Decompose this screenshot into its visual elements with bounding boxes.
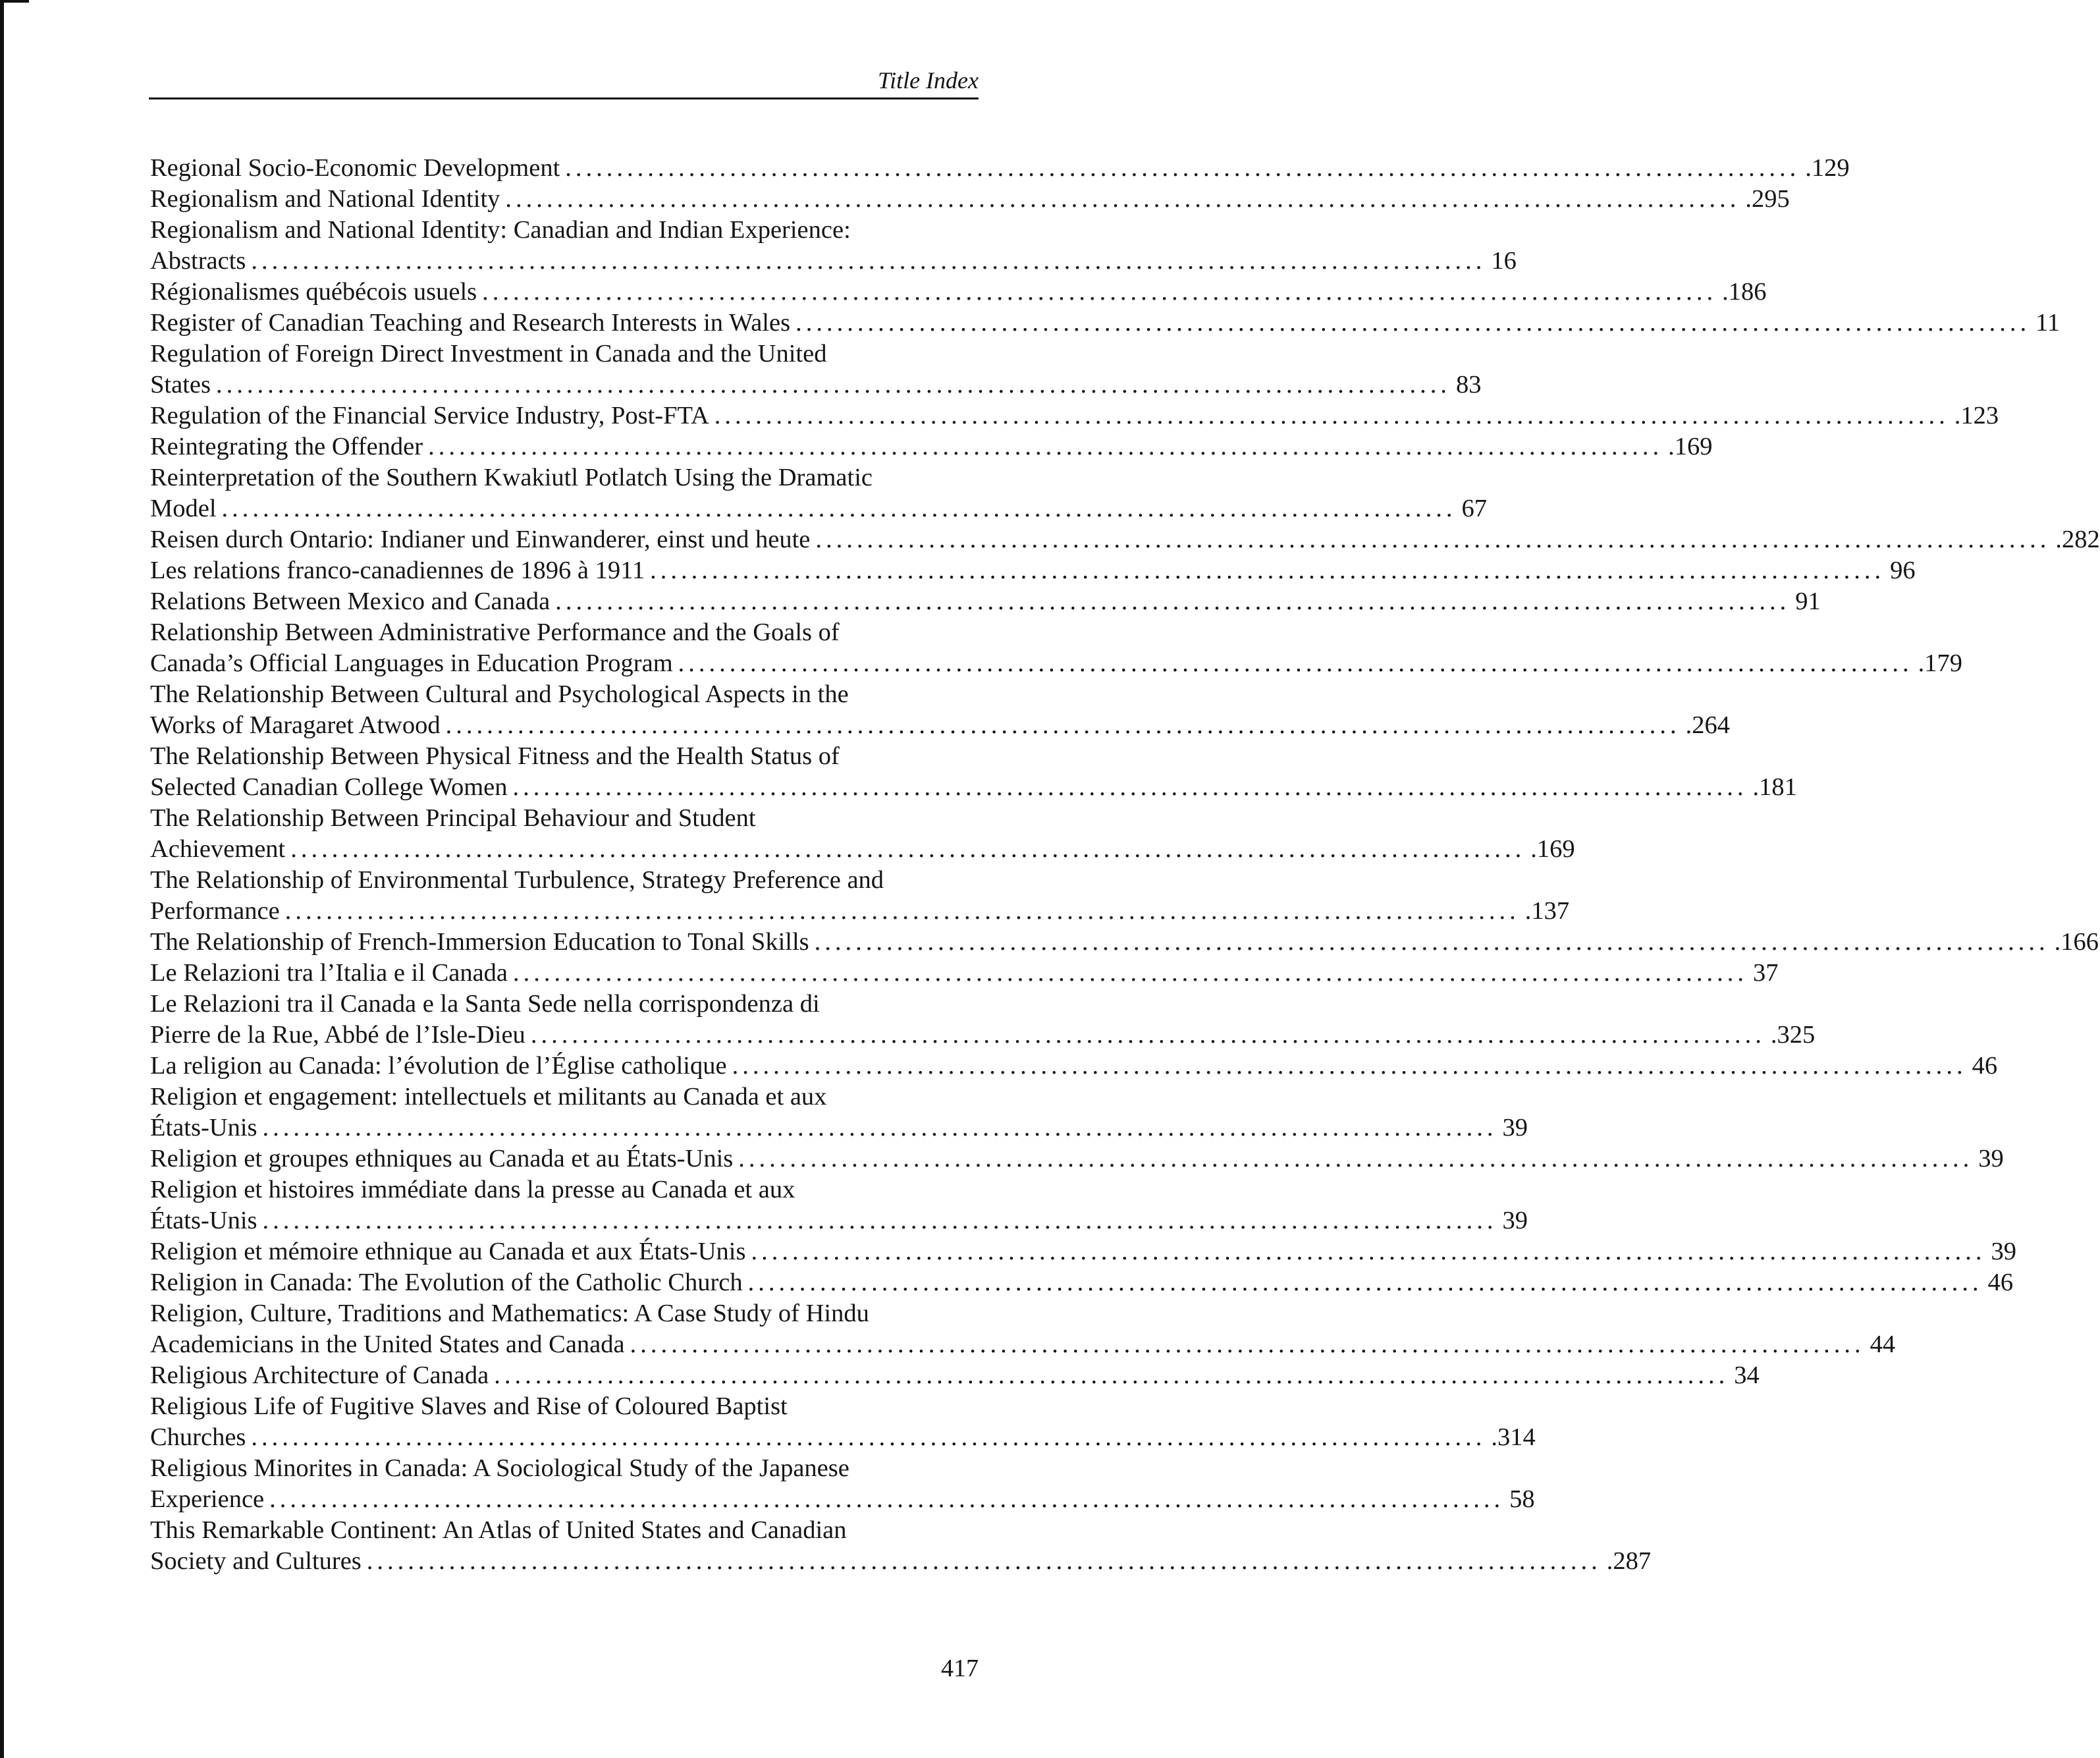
entry-title-text: Religion et engagement: intellectuels et militants au Canada et aux (150, 1083, 827, 1111)
entry-title-text: Regional Socio-Economic Development (150, 154, 560, 182)
index-entry-line (150, 1143, 2004, 1174)
entry-title-text: Works of Maragaret Atwood (150, 711, 441, 739)
entry-title-text: Regionalism and National Identity: Canadian and Indian Experience: (150, 216, 851, 244)
index-entry (150, 1082, 1528, 1143)
index-entry-line (150, 586, 1821, 617)
entry-page-number: 11 (2035, 309, 2060, 337)
index-entry-line (150, 1298, 979, 1329)
entry-title-text: The Relationship of French-Immersion Education to Tonal Skills (150, 928, 809, 956)
entry-title-text: Achievement (150, 835, 286, 863)
entry-title-text: La religion au Canada: l’évolution de l’Église catholique (150, 1052, 727, 1080)
entry-page-number: .287 (1606, 1547, 1652, 1575)
running-head: Title Index (878, 67, 979, 94)
dot-leader: ........................................................................................................................ (269, 1485, 1505, 1513)
index-entry-line (150, 648, 1963, 679)
entry-title-text: Religion et histoires immédiate dans la presse au Canada et aux (150, 1176, 795, 1203)
dot-leader: ........................................................................................................................ (530, 1021, 1765, 1049)
index-entry (150, 586, 1821, 617)
index-entry (150, 679, 1730, 741)
index-entry (150, 1236, 2016, 1267)
index-entry-line (150, 1484, 1535, 1515)
dot-leader: ........................................................................................................................ (494, 1361, 1729, 1389)
index-entry-line (150, 1205, 1528, 1236)
index-entry-line (150, 803, 979, 834)
index-entry-line (150, 462, 979, 493)
index-entry-line (150, 1051, 1998, 1082)
entry-page-number: 34 (1734, 1361, 1760, 1389)
index-entry-line (150, 1174, 979, 1205)
entry-title-text: Society and Cultures (150, 1547, 362, 1575)
dot-leader: ........................................................................................................................ (251, 247, 1486, 275)
dot-leader: ........................................................................................................................ (795, 309, 2031, 337)
index-entry (150, 400, 1999, 431)
index-entry-line (150, 308, 2060, 339)
page-number: 417 (941, 1655, 979, 1682)
entry-page-number: .325 (1770, 1021, 1816, 1049)
entry-title-text: Register of Canadian Teaching and Research Interests in Wales (150, 309, 791, 337)
index-entry-line (150, 1020, 1816, 1051)
entry-title-text: This Remarkable Continent: An Atlas of United States and Canadian (150, 1516, 847, 1544)
dot-leader: ........................................................................................................................ (747, 1269, 1983, 1296)
index-entry-line (150, 710, 1730, 741)
entry-page-number: 91 (1795, 588, 1821, 615)
entry-title-text: The Relationship of Environmental Turbulence, Strategy Preference and (150, 866, 884, 894)
header-rule (149, 97, 979, 99)
entry-page-number: 67 (1461, 495, 1488, 522)
index-entry-line (150, 1267, 2014, 1298)
entry-page-number: .166 (2054, 928, 2099, 956)
dot-leader: ........................................................................................................................ (814, 928, 2049, 956)
index-entry (150, 1174, 1528, 1236)
entry-title-text: Abstracts (150, 247, 246, 275)
index-entry (150, 524, 2100, 555)
entry-title-text: States (150, 371, 211, 398)
dot-leader: ........................................................................................................................ (366, 1547, 1602, 1575)
index-entry (150, 1143, 2004, 1174)
dot-leader: ........................................................................................................................ (482, 278, 1717, 306)
index-entry-line (150, 400, 1999, 431)
index-entry-line (150, 1112, 1528, 1143)
index-entry-line (150, 215, 979, 246)
entry-title-text: Le Relazioni tra l’Italia e il Canada (150, 959, 508, 987)
index-entry-line (150, 370, 1482, 400)
entry-title-text: Regulation of Foreign Direct Investment in Canada and the United (150, 340, 827, 368)
index-entry-line (150, 865, 979, 896)
index-entry-line (150, 1236, 2016, 1267)
entry-title-text: Relations Between Mexico and Canada (150, 588, 551, 615)
entry-page-number: .169 (1530, 835, 1575, 863)
index-entry-line (150, 1453, 979, 1484)
entry-title-text: Churches (150, 1423, 246, 1451)
dot-leader: ........................................................................................................................ (251, 1423, 1486, 1451)
index-entry-line (150, 277, 1767, 308)
entry-title-text: Reinterpretation of the Southern Kwakiutl Potlatch Using the Dramatic (150, 464, 873, 491)
index-entry (150, 989, 1816, 1051)
entry-page-number: .169 (1668, 433, 1713, 460)
index-entry (150, 1360, 1760, 1391)
index-entry (150, 462, 1488, 524)
entry-title-text: The Relationship Between Cultural and Psychological Aspects in the (150, 680, 849, 708)
index-entry-line (150, 989, 979, 1020)
entry-title-text: États-Unis (150, 1207, 257, 1234)
index-entry (150, 617, 1963, 679)
entry-title-text: Experience (150, 1485, 265, 1513)
index-entry-line (150, 834, 1575, 865)
entry-title-text: Reintegrating the Offender (150, 433, 423, 460)
entry-page-number: 83 (1455, 371, 1482, 398)
entry-page-number: .264 (1685, 711, 1730, 739)
dot-leader: ........................................................................................................................ (565, 154, 1800, 182)
index-entry-line (150, 1422, 1536, 1453)
entry-title-text: Reisen durch Ontario: Indianer und Einwanderer, einst und heute (150, 526, 811, 553)
index-entry-line (150, 1546, 1652, 1577)
entry-page-number: 46 (1987, 1269, 2014, 1296)
index-entry-line (150, 617, 979, 648)
entry-page-number: 96 (1890, 557, 1916, 584)
index-entry-line (150, 184, 1790, 215)
entry-title-text: Les relations franco-canadiennes de 1896 à 1911 (150, 557, 645, 584)
entry-title-text: Pierre de la Rue, Abbé de l’Isle-Dieu (150, 1021, 525, 1049)
index-entry (150, 215, 1517, 277)
index-entry (150, 1267, 2014, 1298)
index-entry-line (150, 772, 1797, 803)
binding-edge-tick (0, 0, 29, 3)
dot-leader: ........................................................................................................................ (738, 1145, 1974, 1172)
entry-title-text: Model (150, 495, 217, 522)
entry-title-text: Régionalismes québécois usuels (150, 278, 477, 306)
entry-page-number: .129 (1805, 154, 1850, 182)
index-entry-line (150, 958, 1779, 989)
index-entry (150, 153, 1850, 184)
entry-page-number: .295 (1745, 185, 1790, 213)
dot-leader: ........................................................................................................................ (751, 1238, 1986, 1265)
entry-title-text: États-Unis (150, 1114, 257, 1141)
index-entry (150, 741, 1797, 803)
entry-page-number: .186 (1722, 278, 1767, 306)
entry-title-text: Academicians in the United States and Canada (150, 1331, 625, 1358)
dot-leader: ........................................................................................................................ (505, 185, 1740, 213)
entry-page-number: 39 (1502, 1207, 1528, 1234)
entry-title-text: Religion et groupes ethniques au Canada et au États-Unis (150, 1145, 734, 1172)
dot-leader: ........................................................................................................................ (445, 711, 1681, 739)
dot-leader: ........................................................................................................................ (555, 588, 1790, 615)
index-entry-line (150, 1515, 979, 1546)
dot-leader: ........................................................................................................................ (290, 835, 1526, 863)
entry-page-number: 39 (1978, 1145, 2004, 1172)
entry-title-text: The Relationship Between Physical Fitness and the Health Status of (150, 742, 840, 770)
dot-leader: ........................................................................................................................ (732, 1052, 1967, 1080)
dot-leader: ........................................................................................................................ (630, 1331, 1865, 1358)
dot-leader: ........................................................................................................................ (284, 897, 1520, 925)
index-entry (150, 339, 1482, 400)
entry-page-number: 58 (1509, 1485, 1535, 1513)
title-index-list (150, 153, 2100, 1577)
index-entry (150, 277, 1767, 308)
entry-page-number: .137 (1524, 897, 1570, 925)
index-entry-line (150, 246, 1517, 277)
index-entry-line (150, 524, 2100, 555)
index-entry (150, 927, 2099, 958)
index-entry (150, 555, 1916, 586)
index-entry-line (150, 1329, 1896, 1360)
entry-page-number: .123 (1954, 402, 1999, 429)
entry-title-text: Religious Minorites in Canada: A Sociological Study of the Japanese (150, 1454, 849, 1482)
index-entry-line (150, 431, 1713, 462)
entry-page-number: 16 (1491, 247, 1517, 275)
dot-leader: ........................................................................................................................ (221, 495, 1457, 522)
index-entry-line (150, 555, 1916, 586)
entry-title-text: Canada’s Official Languages in Education Program (150, 649, 673, 677)
entry-page-number: 39 (1991, 1238, 2016, 1265)
entry-title-text: Selected Canadian College Women (150, 773, 508, 801)
index-entry (150, 308, 2060, 339)
entry-page-number: .282 (2055, 526, 2100, 553)
index-entry-line (150, 1391, 979, 1422)
index-entry (150, 803, 1575, 865)
dot-leader: ........................................................................................................................ (815, 526, 2051, 553)
entry-page-number: .181 (1752, 773, 1797, 801)
entry-title-text: Relationship Between Administrative Performance and the Goals of (150, 618, 840, 646)
dot-leader: ........................................................................................................................ (678, 649, 1913, 677)
dot-leader: ........................................................................................................................ (512, 773, 1748, 801)
entry-title-text: Regionalism and National Identity (150, 185, 500, 213)
index-entry (150, 1391, 1536, 1453)
entry-page-number: .314 (1491, 1423, 1536, 1451)
entry-title-text: Religion in Canada: The Evolution of the Catholic Church (150, 1269, 743, 1296)
entry-page-number: 39 (1502, 1114, 1528, 1141)
index-entry-line (150, 896, 1570, 927)
entry-page-number: 37 (1753, 959, 1779, 987)
entry-title-text: The Relationship Between Principal Behaviour and Student (150, 804, 756, 832)
entry-title-text: Religion, Culture, Traditions and Mathematics: A Case Study of Hindu (150, 1300, 869, 1327)
entry-title-text: Performance (150, 897, 280, 925)
entry-page-number: 44 (1870, 1331, 1896, 1358)
index-entry-line (150, 339, 979, 370)
index-entry-line (150, 493, 1488, 524)
dot-leader: ........................................................................................................................ (428, 433, 1663, 460)
dot-leader: ........................................................................................................................ (262, 1114, 1497, 1141)
entry-title-text: Religion et mémoire ethnique au Canada et aux États-Unis (150, 1238, 746, 1265)
index-entry-line (150, 153, 1850, 184)
index-entry (150, 865, 1570, 927)
index-entry (150, 1453, 1535, 1515)
index-entry-line (150, 927, 2099, 958)
entry-page-number: 46 (1972, 1052, 1998, 1080)
index-entry-line (150, 741, 979, 772)
dot-leader: ........................................................................................................................ (513, 959, 1748, 987)
dot-leader: ........................................................................................................................ (215, 371, 1451, 398)
entry-title-text: Regulation of the Financial Service Industry, Post-FTA (150, 402, 709, 429)
index-entry (150, 1051, 1998, 1082)
dot-leader: ........................................................................................................................ (714, 402, 1949, 429)
index-entry-line (150, 679, 979, 710)
index-entry-line (150, 1082, 979, 1112)
binding-edge-line (0, 0, 4, 1758)
dot-leader: ........................................................................................................................ (650, 557, 1885, 584)
entry-title-text: Religious Architecture of Canada (150, 1361, 489, 1389)
index-entry (150, 1515, 1652, 1577)
index-entry (150, 431, 1713, 462)
index-entry-line (150, 1360, 1760, 1391)
index-entry (150, 184, 1790, 215)
index-entry (150, 1298, 1896, 1360)
entry-title-text: Religious Life of Fugitive Slaves and Rise of Coloured Baptist (150, 1392, 788, 1420)
entry-title-text: Le Relazioni tra il Canada e la Santa Sede nella corrispondenza di (150, 990, 820, 1018)
dot-leader: ........................................................................................................................ (262, 1207, 1497, 1234)
entry-page-number: .179 (1918, 649, 1963, 677)
index-entry (150, 958, 1779, 989)
